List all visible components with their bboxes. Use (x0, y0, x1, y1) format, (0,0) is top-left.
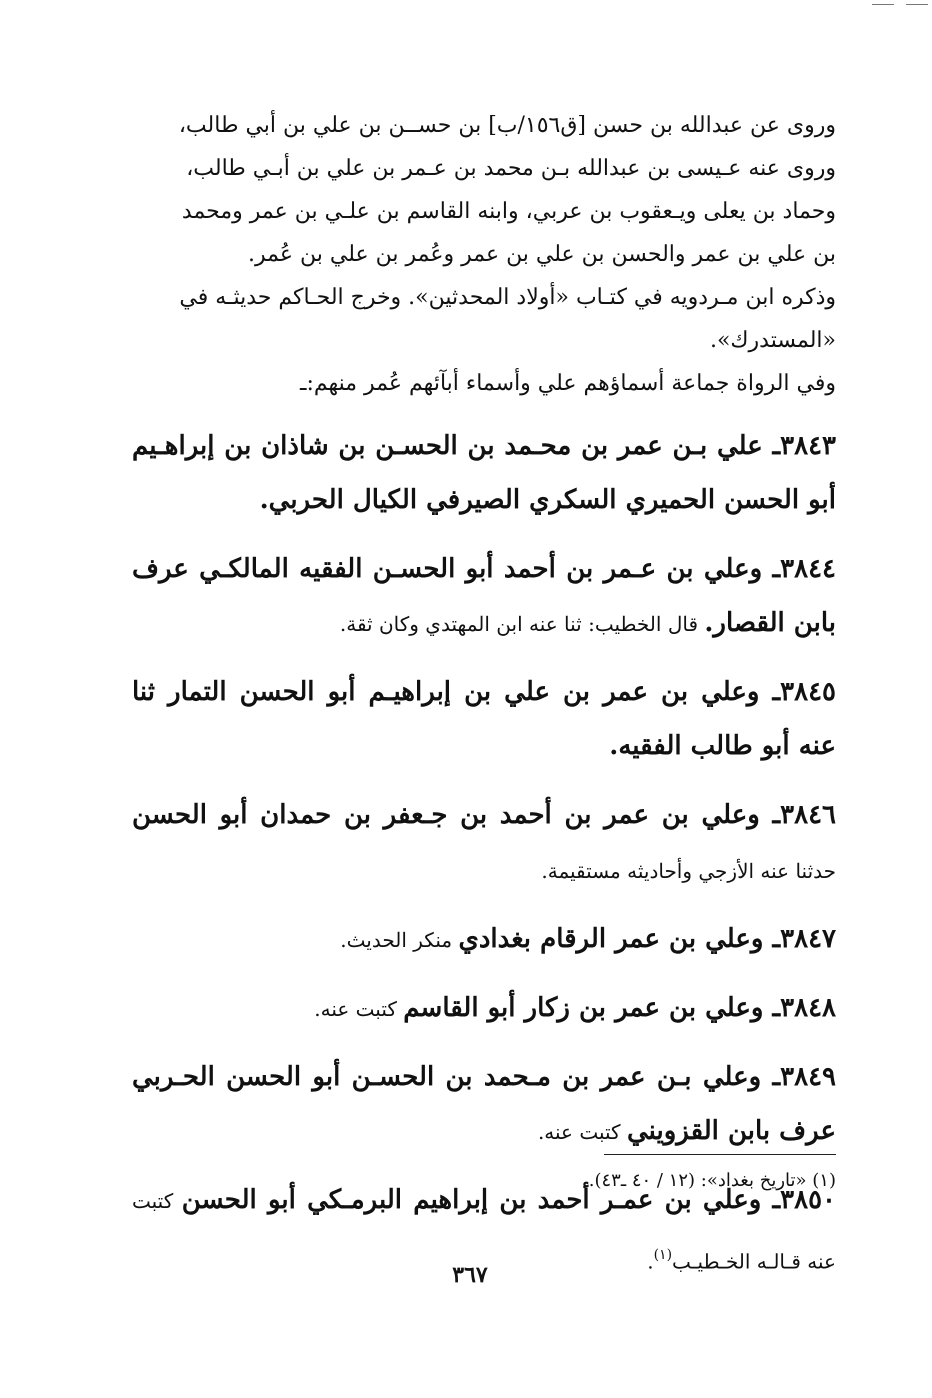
entry-name: ٣٨٤٣ـ علي بـن عمر بن محـمد بن الحسـن بن شاذان بن إبراهـيم أبو الحسن الحميري السكري الصيرفي الكيال الحربي. (132, 431, 836, 515)
intro-line: وروى عن عبدالله بن حسن [ق١٥٦/ب] بن حســن بن علي بن أبي طالب، (178, 113, 836, 138)
intro-line: «المستدرك». (709, 328, 836, 353)
intro-line: وذكره ابن مـردويه في كتـاب «أولاد المحدثين». وخرج الحـاكم حديثـه في (179, 285, 836, 310)
entry-3845 (132, 665, 836, 774)
entry-name: ٣٨٤٦ـ وعلي بن عمر بن أحمد بن جـعفر بن حمدان أبو الحسن (132, 800, 836, 830)
entry-3846 (132, 788, 836, 898)
entry-note: كتبت عنه قـالـه الخـطيـب (132, 1189, 836, 1274)
intro-line: وروى عنه عـيسى بن عبدالله بـن محمد بن عـمر بن علي بن أبـي طالب، (186, 156, 836, 181)
footnote: (١) «تاريخ بغداد»: (١٢ / ٤٠ ـ٤٣). (588, 1170, 836, 1191)
intro-line: بن علي بن عمر والحسن بن علي بن عمر وعُمر بن علي بن عُمر. (248, 242, 836, 267)
entry-note-end: . (647, 1249, 654, 1274)
entry-3843 (132, 419, 836, 528)
footnote-divider (604, 1154, 836, 1155)
scan-corner-marks (872, 4, 928, 8)
entry-note: قال الخطيب: ثنا عنه ابن المهتدي وكان ثقة. (339, 612, 705, 636)
entry-name: ٣٨٤٨ـ وعلي بن عمر بن زكار أبو القاسم (403, 993, 836, 1023)
page-number: ٣٦٧ (452, 1262, 488, 1288)
entry-name: ٣٨٤٥ـ وعلي بن عمر بن علي بن إبراهيـم أبو الحسن التمار ثنا عنه أبو طالب الفقيه. (132, 677, 836, 761)
entry-note: حدثنا عنه الأزجي وأحاديثه مستقيمة. (541, 859, 836, 883)
entry-3849 (132, 1050, 836, 1159)
main-text (132, 104, 836, 1289)
intro-line: وحماد بن يعلى ويـعقوب بن عربي، وابنه القاسم بن علـي بن عمر ومحمد (181, 199, 836, 224)
entry-name: ٣٨٤٧ـ وعلي بن عمر الرقام بغدادي (458, 924, 836, 954)
entry-name: ٣٨٥٠ـ وعلي بن عمـر أحمد بن إبراهيم البرمـكي أبو الحسن (181, 1185, 837, 1215)
footnote-reference[interactable]: (١) (653, 1247, 673, 1263)
entry-name: ٣٨٤٩ـ وعلي بـن عمر بن مـحمد بن الحسـن أبو الحسن الحـربي عرف بابن القزويني (132, 1062, 836, 1146)
entry-3847 (132, 912, 836, 967)
entry-note: منكر الحديث. (340, 928, 459, 952)
entry-3848 (132, 981, 836, 1036)
intro-line: وفي الرواة جماعة أسماؤهم علي وأسماء أبآئهم عُمر منهم:ـ (300, 371, 836, 396)
entry-note: كتبت عنه. (314, 997, 404, 1021)
entry-name: ٣٨٤٤ـ وعلي بن عـمر بن أحمد أبو الحسـن الفقيه المالكـي عرف بابن القصار. (132, 554, 836, 638)
entry-note: كتبت عنه. (537, 1120, 627, 1144)
entry-3844 (132, 542, 836, 651)
